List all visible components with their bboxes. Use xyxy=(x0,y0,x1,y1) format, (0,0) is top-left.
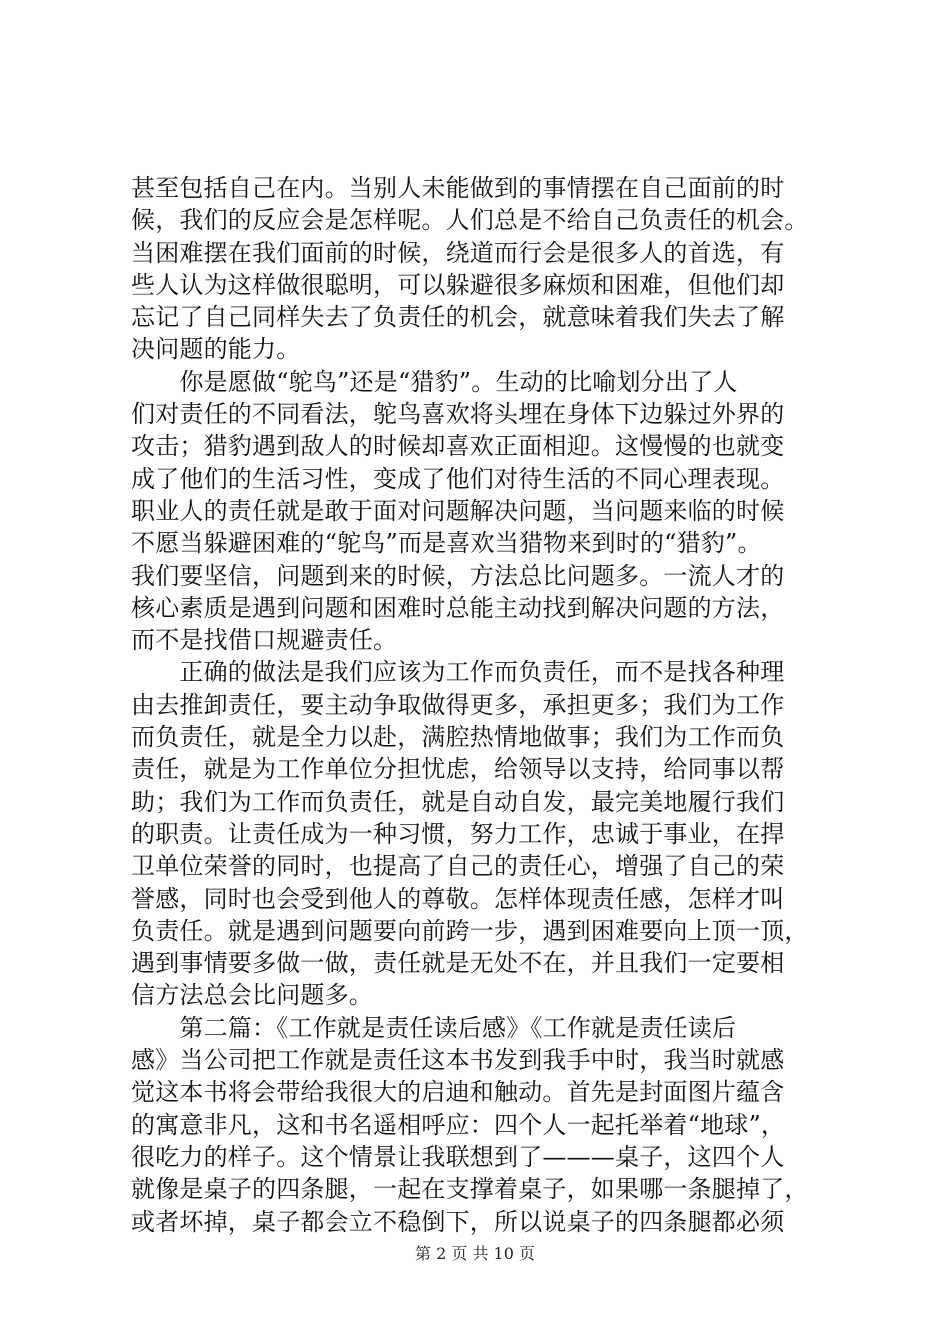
text-line: 而负责任，就是全力以赴，满腔热情地做事；我们为工作而负 xyxy=(131,723,785,752)
text-line: 职业人的责任就是敢于面对问题解决问题，当问题来临的时候 xyxy=(131,496,785,525)
text-line: 些人认为这样做很聪明，可以躲避很多麻烦和困难，但他们却 xyxy=(131,270,785,299)
text-line: 成了他们的生活习性，变成了他们对待生活的不同心理表现。 xyxy=(131,464,785,493)
text-line: 我们要坚信，问题到来的时候，方法总比问题多。一流人才的 xyxy=(131,561,785,590)
text-line: 当困难摆在我们面前的时候，绕道而行会是很多人的首选，有 xyxy=(131,238,785,267)
text-line: 你是愿做“鸵鸟”还是“猎豹”。生动的比喻划分出了人 xyxy=(131,367,738,396)
text-line: 们对责任的不同看法，鸵鸟喜欢将头埋在身体下边躲过外界的 xyxy=(131,400,785,429)
text-line: 核心素质是遇到问题和困难时总能主动找到解决问题的方法， xyxy=(131,593,785,622)
text-line: 第二篇：《工作就是责任读后感》《工作就是责任读后 xyxy=(131,1013,737,1042)
text-line: 遇到事情要多做一做，责任就是无处不在，并且我们一定要相 xyxy=(131,949,785,978)
text-line: 甚至包括自己在内。当别人未能做到的事情摆在自己面前的时 xyxy=(131,174,785,202)
text-line: 正确的做法是我们应该为工作而负责任，而不是找各种理 xyxy=(131,658,785,687)
text-line: 忘记了自己同样失去了负责任的机会，就意味着我们失去了解 xyxy=(131,303,785,332)
text-line: 负责任。就是遇到问题要向前跨一步，遇到困难要向上顶一顶， xyxy=(131,916,809,945)
text-line: 就像是桌子的四条腿，一起在支撑着桌子，如果哪一条腿掉了， xyxy=(131,1175,809,1204)
text-line: 感》当公司把工作就是责任这本书发到我手中时，我当时就感 xyxy=(131,1046,785,1075)
text-line: 卫单位荣誉的同时，也提高了自己的责任心，增强了自己的荣 xyxy=(131,852,785,881)
text-line: 的寓意非凡，这和书名遥相呼应：四个人一起托举着“地球”， xyxy=(131,1110,786,1139)
text-line: 或者坏掉，桌子都会立不稳倒下，所以说桌子的四条腿都必须 xyxy=(131,1207,785,1236)
text-line: 的职责。让责任成为一种习惯，努力工作，忠诚于事业，在捍 xyxy=(131,819,785,848)
text-line: 誉感，同时也会受到他人的尊敬。怎样体现责任感，怎样才叫 xyxy=(131,884,785,913)
body-text xyxy=(131,172,831,1238)
text-line: 信方法总会比问题多。 xyxy=(131,981,373,1010)
text-line: 助；我们为工作而负责任，就是自动自发，最完美地履行我们 xyxy=(131,787,785,816)
page-footer: 第 2 页 共 10 页 xyxy=(415,1244,535,1263)
text-line: 责任，就是为工作单位分担忧虑，给领导以支持，给同事以帮 xyxy=(131,755,785,784)
text-line: 决问题的能力。 xyxy=(131,335,301,364)
text-line: 觉这本书将会带给我很大的启迪和触动。首先是封面图片蕴含 xyxy=(131,1078,785,1107)
text-line: 不愿当躲避困难的“鸵鸟”而是喜欢当猎物来到时的“猎豹”。 xyxy=(131,529,762,558)
text-line: 而不是找借口规避责任。 xyxy=(131,626,398,655)
text-line: 候，我们的反应会是怎样呢。人们总是不给自己负责任的机会。 xyxy=(131,206,809,235)
text-line: 很吃力的样子。这个情景让我联想到了———桌子，这四个人 xyxy=(131,1142,785,1171)
text-line: 攻击；猎豹遇到敌人的时候却喜欢正面相迎。这慢慢的也就变 xyxy=(131,432,785,461)
text-line: 由去推卸责任，要主动争取做得更多，承担更多；我们为工作 xyxy=(131,690,785,719)
